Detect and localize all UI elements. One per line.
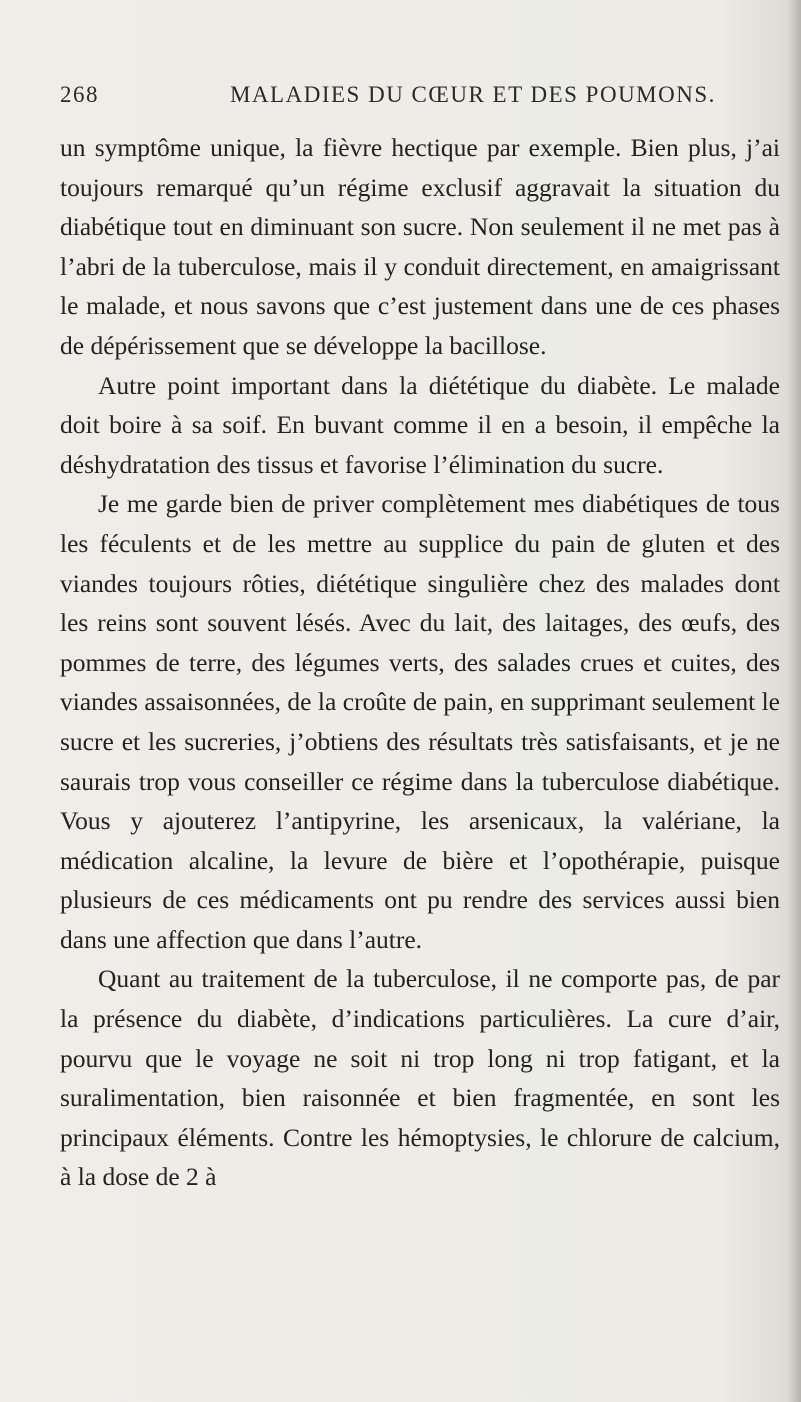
running-title: MALADIES DU CŒUR ET DES POUMONS. — [230, 82, 716, 107]
paragraph-2: Autre point important dans la diététique du diabète. Le malade doit boire à sa soif. En buvant comme il en a besoin, il empêche la déshydratation des tissus et favorise l’élimination du sucre. — [60, 370, 780, 479]
page-edge-shadow — [787, 0, 801, 1402]
paragraph-3: Je me garde bien de priver complètement mes diabétiques de tous les féculents et de les mettre au supplice du pain de gluten et des viandes toujours rôties, diététique singulière chez des malades dont les reins sont souvent lésés. Avec du lait, des laitages, des œufs, des pommes de terre, des légumes verts, des salades crues et cuites, des viandes assaisonnées, de la croûte de pain, en supprimant seulement le sucre et les sucreries, j’obtiens des résultats très satisfaisants, et je ne saurais trop vous conseiller ce régime dans la tuberculose diabétique. Vous y ajouterez l’antipyrine, les arsenicaux, la valériane, la médication alcaline, la levure de bière et l’opothérapie, puisque plusieurs de ces médicaments ont pu rendre des services aussi bien dans une affection que dans l’autre. — [60, 489, 780, 954]
paragraph-1: un symptôme unique, la fièvre hectique par exemple. Bien plus, j’ai toujours remarqué qu’un régime exclusif aggravait la situation du diabétique tout en diminuant son sucre. Non seulement il ne met pas à l’abri de la tuberculose, mais il y conduit directement, en amaigrissant le malade, et nous savons que c’est justement dans une de ces phases de dépérissement que se développe la bacillose. — [60, 133, 780, 360]
page-number: 268 — [60, 82, 99, 107]
running-header — [60, 82, 780, 112]
paragraph-4: Quant au traitement de la tuberculose, il ne comporte pas, de par la présence du diabète, d’indications particulières. La cure d’air, pourvu que le voyage ne soit ni trop long ni trop fatigant, et la suralimentation, bien raisonnée et bien fragmentée, en sont les principaux éléments. Contre les hémoptysies, le chlorure de calcium, à la dose de 2 à — [60, 964, 780, 1192]
body-text — [60, 128, 780, 1197]
